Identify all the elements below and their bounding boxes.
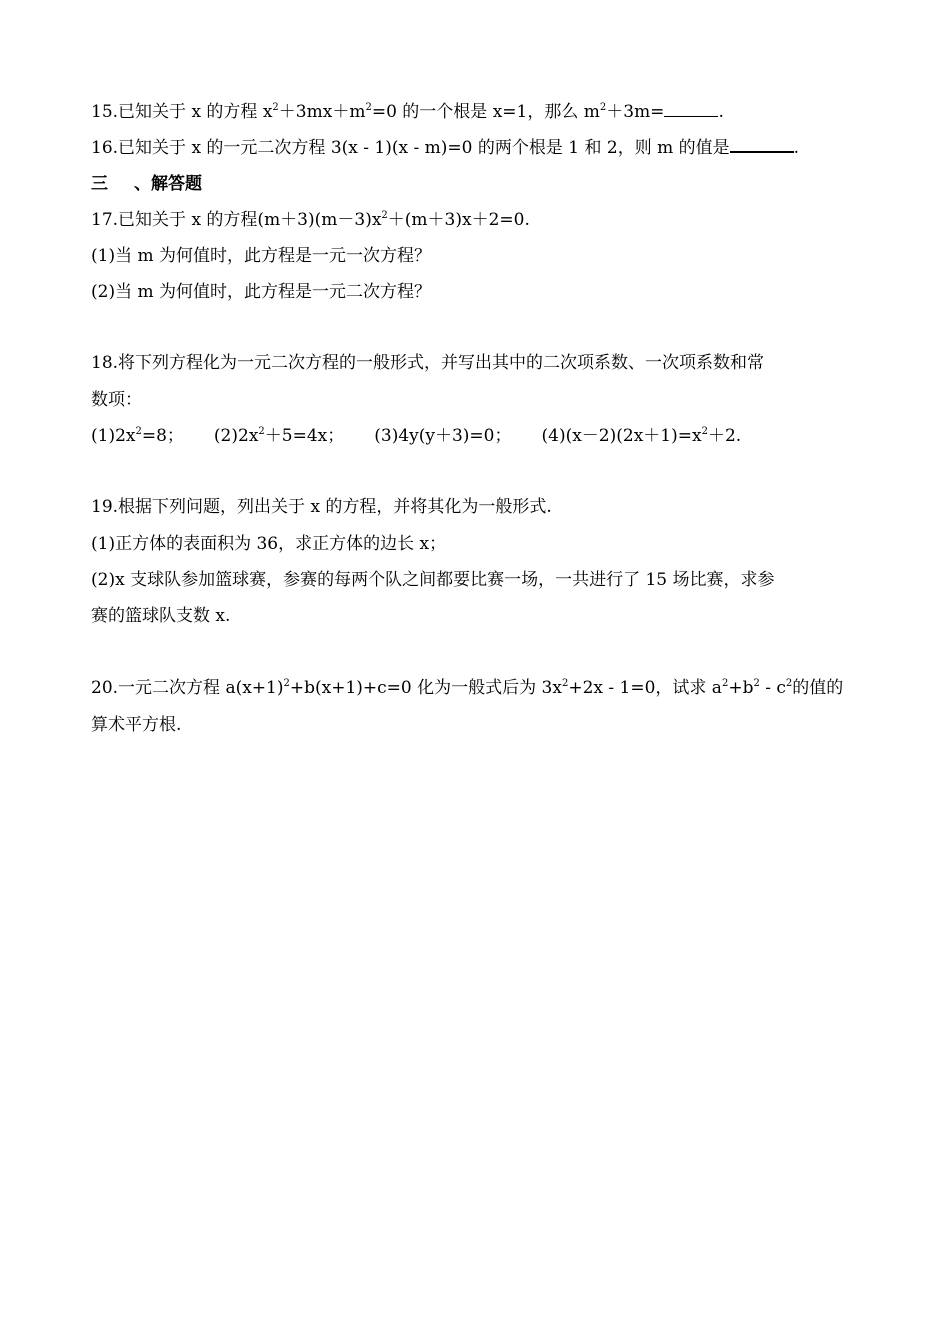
q15-sup-1: 2 xyxy=(272,102,279,113)
section-number: 三 xyxy=(91,174,108,194)
q15-sup-3: 2 xyxy=(599,102,607,113)
q19-part-1-text: (1)正方体的表面积为 36，求正方体的边长 x； xyxy=(91,534,447,554)
q20-sup-2: 2 xyxy=(561,678,569,689)
q17-text-a: 17.已知关于 x 的方程(m＋3)(m－3)x xyxy=(91,210,382,230)
q15-text-d: ＋3m= xyxy=(606,102,665,122)
q16-text: 16.已知关于 x 的一元二次方程 3(x - 1)(x - m)=0 的两个根是 1 和 2，则 m 的值是 xyxy=(91,138,730,158)
q17-part-2-text: (2)当 m 为何值时，此方程是一元二次方程？ xyxy=(91,282,432,302)
q18-eq-1 xyxy=(91,426,184,446)
q18-eq-2-sup: 2 xyxy=(258,426,265,437)
q19-line-1: 19.根据下列问题，列出关于 x 的方程，并将其化为一般形式. xyxy=(91,497,552,517)
q20-text-f: 的值的 xyxy=(792,678,844,698)
question-17 xyxy=(91,209,530,231)
q15-text-end: . xyxy=(718,102,724,122)
q20-text-e: - c xyxy=(759,678,786,698)
q20-sup-4: 2 xyxy=(753,678,760,689)
q19-part-2-text: (2)x 支球队参加篮球赛，参赛的每两个队之间都要比赛一场，一共进行了 15 场比赛，求参 xyxy=(91,570,775,590)
q20-sup-5: 2 xyxy=(785,678,793,689)
q20-line-2 xyxy=(91,714,181,736)
q18-equations xyxy=(91,425,741,447)
q15-text-c: =0 的一个根是 x=1，那么 m xyxy=(371,102,600,122)
q18-eq-4 xyxy=(542,426,742,446)
q15-sup-2: 2 xyxy=(365,102,372,113)
question-18 xyxy=(91,352,764,374)
q17-part-1 xyxy=(91,245,431,267)
q19-part-2-cont xyxy=(91,605,230,627)
q18-eq-1-sup: 2 xyxy=(135,426,142,437)
question-19 xyxy=(91,496,552,518)
q18-line-1: 18.将下列方程化为一元二次方程的一般形式，并写出其中的二次项系数、一次项系数和常 xyxy=(91,353,765,373)
q18-eq-4-b: ＋2. xyxy=(707,426,742,446)
q19-part-1 xyxy=(91,533,446,555)
section-heading xyxy=(91,173,202,195)
q20-text-d: +b xyxy=(728,678,754,698)
q17-part-1-text: (1)当 m 为何值时，此方程是一元一次方程？ xyxy=(91,246,432,266)
q17-sup: 2 xyxy=(381,210,388,221)
q18-eq-2-b: ＋5=4x； xyxy=(264,426,345,446)
q18-eq-1-a: (1)2x xyxy=(91,426,136,446)
q18-line-2-row xyxy=(91,389,142,411)
q20-text-a: 20.一元二次方程 a(x+1) xyxy=(91,678,284,698)
q18-eq-4-sup: 2 xyxy=(701,426,708,437)
section-title: 、解答题 xyxy=(134,174,202,194)
q17-text-b: ＋(m＋3)x＋2=0. xyxy=(387,210,530,230)
q20-text-b: +b(x+1)+c=0 化为一般式后为 3x xyxy=(289,678,562,698)
q18-eq-2 xyxy=(214,426,344,446)
q17-part-2 xyxy=(91,281,431,303)
q16-text-end: . xyxy=(793,138,800,158)
q20-line-2-text: 算术平方根. xyxy=(91,715,182,735)
q20-sup-3: 2 xyxy=(721,678,729,689)
q20-sup-1: 2 xyxy=(283,678,290,689)
question-15 xyxy=(91,101,724,123)
q15-text-a: 15.已知关于 x 的方程 x xyxy=(91,102,273,122)
q18-eq-3: (3)4y(y＋3)=0； xyxy=(374,426,512,446)
q18-line-2: 数项： xyxy=(91,390,142,410)
q19-part-2 xyxy=(91,569,775,591)
q18-eq-1-b: =8； xyxy=(141,426,184,446)
q16-answer-blank xyxy=(730,137,794,153)
q18-eq-2-a: (2)2x xyxy=(213,426,259,446)
q18-eq-4-a: (4)(x－2)(2x＋1)=x xyxy=(541,426,702,446)
q15-text-b: ＋3mx＋m xyxy=(278,102,366,122)
question-16 xyxy=(91,137,799,159)
question-20 xyxy=(91,677,843,699)
q20-text-c: +2x - 1=0，试求 a xyxy=(568,678,722,698)
q19-part-2-cont-text: 赛的篮球队支数 x. xyxy=(91,606,231,626)
q15-answer-blank xyxy=(664,102,718,117)
